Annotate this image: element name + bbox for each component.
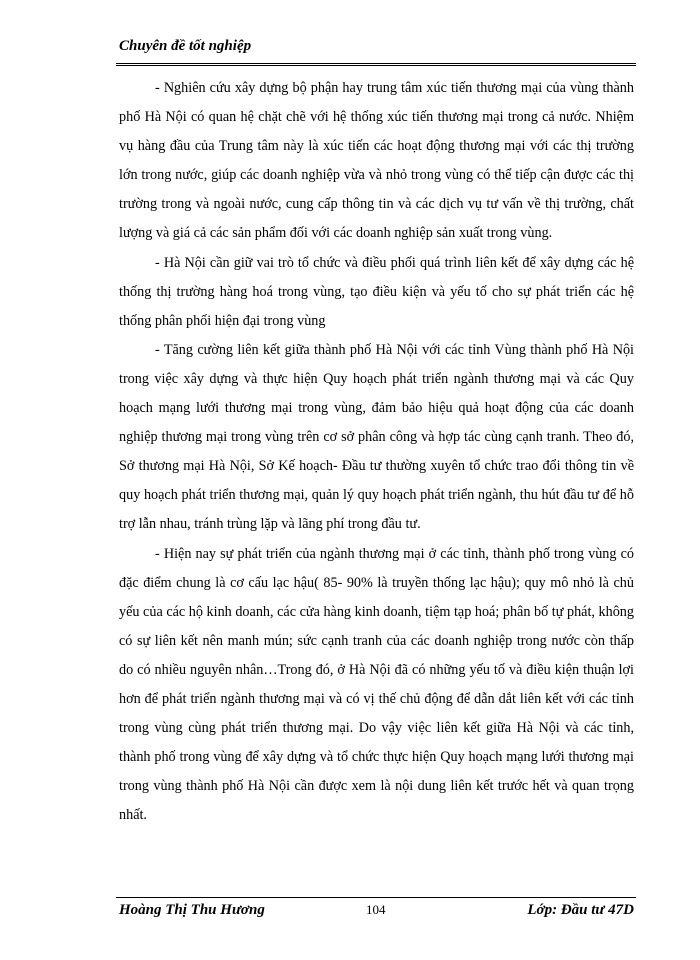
- paragraph-current-situation: - Hiện nay sự phát triển của ngành thương mại ở các tỉnh, thành phố trong vùng có đặc điểm chung là cơ cấu lạc hậu( 85- 90% là truyền thống lạc hậu); quy mô nhỏ là chủ yếu của các hộ kinh doanh, các cửa hàng kinh doanh, tiệm tạp hoá; phân bố tự phát, không có sự liên kết nên manh mún; sức cạnh tranh của các doanh nghiệp trong nước còn thấp do có nhiều nguyên nhân…Trong đó, ở Hà Nội đã có những yếu tố và điều kiện thuận lợi hơn để phát triển ngành thương mại và có vị thế chủ động để dẫn dắt liên kết với các tỉnh trong vùng cùng phát triển thương mại. Do vậy việc liên kết giữa Hà Nội và các tỉnh, thành phố trong vùng để xây dựng và tổ chức thực hiện Quy hoạch mạng lưới thương mại trong vùng thành phố Hà Nội cần được xem là nội dung liên kết trước hết và quan trọng nhất.: [119, 545, 634, 824]
- document-body: [119, 74, 634, 830]
- footer-author: Hoàng Thị Thu Hương: [119, 902, 265, 918]
- footer-class: Lớp: Đầu tư 47D: [527, 902, 634, 918]
- paragraph-hanoi-coordination-role: - Hà Nội cần giữ vai trò tổ chức và điều phối quá trình liên kết để xây dựng các hệ thống thị trường hàng hoá trong vùng, tạo điều kiện và yếu tố cho sự phát triển các hệ thống phân phối hiện đại trong vùng: [119, 254, 634, 329]
- footer-divider: [116, 897, 636, 898]
- header-title: Chuyên đề tốt nghiệp: [119, 38, 252, 54]
- header-divider: [116, 63, 636, 66]
- paragraph-planning-linkage: - Tăng cường liên kết giữa thành phố Hà Nội với các tỉnh Vùng thành phố Hà Nội trong việc xây dựng và thực hiện Quy hoạch phát triển ngành thương mại và các Quy hoạch mạng lưới thương mại trong vùng, đảm bảo hiệu quả hoạt động của các doanh nghiệp thương mại trong vùng trên cơ sở phân công và hợp tác cùng cạnh tranh. Theo đó, Sở thương mại Hà Nội, Sở Kế hoạch- Đầu tư thường xuyên tổ chức trao đổi thông tin về quy hoạch phát triển thương mại, quản lý quy hoạch phát triển ngành, thu hút đầu tư để hỗ trợ lẫn nhau, tránh trùng lặp và lãng phí trong đầu tư.: [119, 341, 634, 533]
- page-number: 104: [366, 902, 386, 917]
- paragraph-trade-promotion-center: - Nghiên cứu xây dựng bộ phận hay trung tâm xúc tiến thương mại của vùng thành phố Hà Nội có quan hệ chặt chẽ với hệ thống xúc tiến thương mại trong cả nước. Nhiệm vụ hàng đầu của Trung tâm này là xúc tiến các hoạt động thương mại với các thị trường lớn trong nước, giúp các doanh nghiệp vừa và nhỏ trong vùng có thể tiếp cận được các thị trường trong và ngoài nước, cung cấp thông tin và các dịch vụ tư vấn về thị trường, chất lượng và giá cả các sản phẩm đối với các doanh nghiệp sản xuất trong vùng.: [119, 80, 634, 242]
